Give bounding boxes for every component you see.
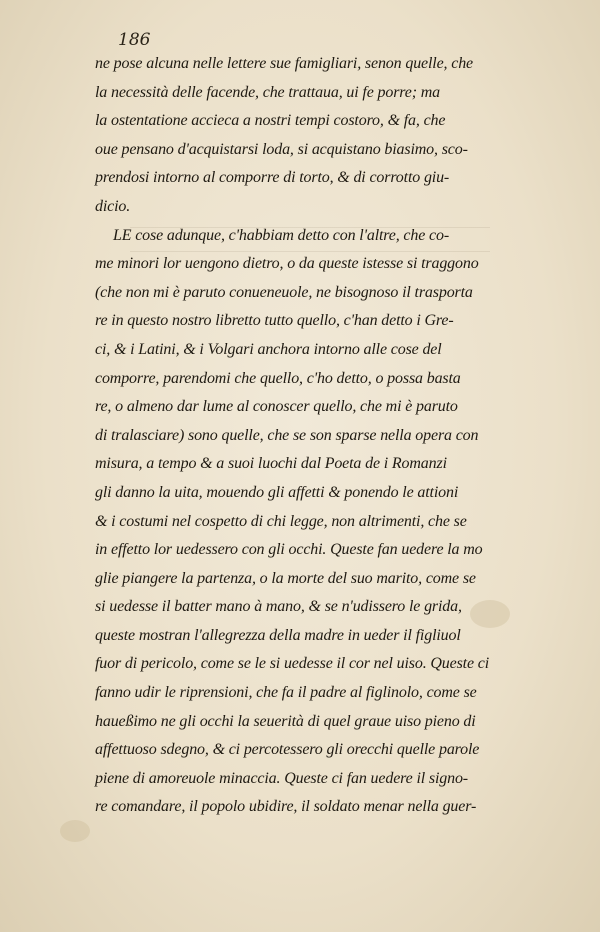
- text-line: glie piangere la partenza, o la morte del suo marito, come se: [95, 569, 476, 587]
- text-line: di tralasciare) sono quelle, che se son sparse nella opera con: [95, 426, 479, 444]
- text-line: piene di amoreuole minaccia. Queste ci fan uedere il signo-: [95, 769, 468, 787]
- text-line: si uedesse il batter mano à mano, & se n'udissero le grida,: [95, 598, 462, 616]
- paper-stain: [60, 820, 90, 842]
- text-line: fanno udir le riprensioni, che fa il padre al figlinolo, come se: [95, 684, 477, 702]
- text-line: prendosi intorno al comporre di torto, & di corrotto giu-: [95, 169, 450, 187]
- text-line: re comandare, il popolo ubidire, il soldato menar nella guer-: [95, 798, 477, 816]
- text-line: queste mostran l'allegrezza della madre in ueder il figliuol: [95, 626, 461, 644]
- text-line: in effetto lor uedessero con gli occhi. Queste fan uedere la mo: [95, 541, 483, 559]
- text-line: haueßimo ne gli occhi la seuerità di quel graue uiso pieno di: [95, 712, 476, 730]
- page-number: 186: [118, 30, 151, 50]
- text-line: la necessità delle facende, che trattaua, ui fe porre; ma: [95, 83, 440, 101]
- text-line: fuor di pericolo, come se le si uedesse il cor nel uiso. Queste ci: [95, 655, 490, 673]
- text-line: gli danno la uita, mouendo gli affetti & ponendo le attioni: [95, 483, 459, 501]
- text-line: misura, a tempo & a suoi luochi dal Poeta de i Romanzi: [95, 455, 447, 473]
- text-line: affettuoso sdegno, & ci percotessero gli orecchi quelle parole: [95, 741, 480, 759]
- text-line: (che non mi è paruto conueneuole, ne bisognoso il trasporta: [95, 283, 473, 301]
- text-line: re, o almeno dar lume al conoscer quello, che mi è paruto: [95, 398, 458, 416]
- text-line: la ostentatione accieca a nostri tempi costoro, & fa, che: [95, 112, 446, 130]
- text-line: dicio.: [95, 197, 131, 215]
- text-line: & i costumi nel cospetto di chi legge, non altrimenti, che se: [95, 512, 467, 530]
- text-line: LE cose adunque, c'habbiam detto con l'altre, che co-: [113, 226, 449, 244]
- text-line: re in questo nostro libretto tutto quello, c'han detto i Gre-: [95, 312, 454, 330]
- body-text: [95, 50, 550, 822]
- text-line: ne pose alcuna nelle lettere sue famigliari, senon quelle, che: [95, 55, 474, 72]
- text-line: oue pensano d'acquistarsi loda, si acquistano biasimo, sco-: [95, 140, 468, 158]
- text-line: ci, & i Latini, & i Volgari anchora intorno alle cose del: [95, 340, 442, 358]
- text-line: comporre, parendomi che quello, c'ho detto, o possa basta: [95, 369, 461, 387]
- text-line: me minori lor uengono dietro, o da queste istesse si traggono: [95, 255, 479, 273]
